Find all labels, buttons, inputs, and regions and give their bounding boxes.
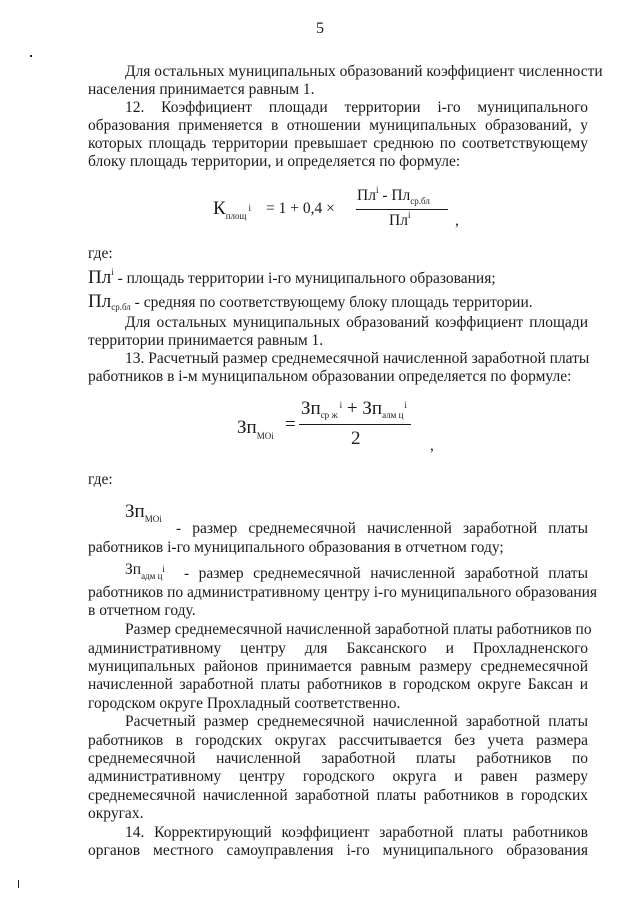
para6-line1: Расчетный размер среднемесячной начисленной заработной платы — [125, 713, 588, 730]
where2-def2-sub: адм ц — [141, 571, 163, 581]
where2-def1-sym: Зп — [125, 501, 145, 522]
para7-line2: органов местного самоуправления i-го муниципального образования — [88, 842, 588, 859]
para5-line4: начисленной заработной платы работников в городском округе Баксан и — [88, 676, 588, 693]
f2-den: 2 — [351, 428, 361, 449]
f1-fraction-bar — [356, 209, 448, 210]
f2-lhs: Зп — [237, 417, 257, 438]
where1-def2-sub: ср.бл — [111, 302, 131, 312]
para5-line3: муниципальных районов принимается равным размеру среднемесячной — [88, 658, 588, 675]
para2-line2: образования применяется в отношении муниципальных образований, у — [88, 117, 588, 134]
f2-plus: + Зп — [342, 398, 383, 419]
para1-line1: Для остальных муниципальных образований коэффициент численности — [125, 63, 603, 80]
where1-def1-text: - площадь территории i-го муниципального образования; — [113, 270, 496, 287]
para3-line1: Для остальных муниципальных образований коэффициент площади — [125, 314, 588, 331]
f2-num-a: Зп — [301, 398, 321, 419]
f2-lhs-sub: МОi — [256, 431, 274, 441]
para2-line4: блоку площадь территории, и определяется по формуле: — [88, 153, 461, 170]
f1-lhs-sup: i — [248, 203, 251, 213]
where1-def1-sym: Пл — [88, 267, 112, 288]
where2-def2-line3: в отчетном году. — [88, 602, 196, 619]
scan-speck — [18, 880, 19, 888]
para6-line2: работников в городских округах рассчитывается без учета размера — [88, 732, 588, 749]
para1-line2: населения принимается равным 1. — [88, 81, 315, 98]
where1-def1-sup: i — [111, 267, 114, 277]
scan-speck — [30, 55, 32, 57]
where1-def2-sym: Пл — [88, 291, 112, 312]
f1-den: Пл — [389, 212, 408, 229]
where1-def2-text: - средняя по соответствующему блоку площадь территории. — [130, 294, 533, 311]
f2-num-a-sup: i — [339, 400, 343, 410]
para7-line1: 14. Корректирующий коэффициент заработной платы работников — [125, 824, 588, 841]
page-number: 5 — [316, 20, 324, 37]
f1-num-a-sup: i — [375, 185, 379, 195]
f1-num-a: Пл — [357, 187, 376, 204]
f1-eq-rhs: = 1 + 0,4 × — [266, 200, 335, 217]
f2-num-b-sub: алм ц — [382, 410, 404, 420]
para5-line2: административному центру для Баксанского и Прохладненского — [88, 640, 588, 657]
para6-line6: округах. — [88, 805, 144, 822]
where2-def2-sym: Зп — [125, 561, 142, 578]
f1-trail: , — [455, 212, 459, 229]
where2-label: где: — [88, 471, 113, 488]
where2-def1-line2: работников i-го муниципального образования в отчетном году; — [88, 539, 504, 556]
where2-def1-sub: МОi — [144, 514, 162, 524]
f2-fraction-bar — [299, 424, 411, 425]
para2-line3: которых площадь территории превышает среднюю по соответствующему — [88, 135, 588, 152]
f2-trail: , — [430, 437, 434, 454]
para6-line3: среднемесячной начисленной заработной платы работников по — [88, 750, 588, 767]
para5-line1: Размер среднемесячной начисленной заработной платы работников по — [125, 621, 592, 638]
where1-label: где: — [88, 245, 113, 262]
f1-lhs: К — [213, 198, 226, 219]
f1-num-minus: - Пл — [378, 187, 411, 204]
para3-line2: территории принимается равным 1. — [88, 332, 324, 349]
f2-num-b-sup: i — [404, 400, 407, 410]
para4-line2: работников в i-м муниципальном образовании определяется по формуле: — [88, 368, 572, 385]
f2-eq: = — [285, 414, 296, 435]
f2-num-a-sub: ср ж — [320, 410, 338, 420]
para5-line5: городском округе Прохладный соответственно. — [88, 695, 401, 712]
where2-def1-line1: - размер среднемесячной начисленной заработной платы — [176, 520, 588, 537]
para4-line1: 13. Расчетный размер среднемесячной начисленной заработной платы — [125, 350, 590, 367]
f1-den-sup: i — [407, 210, 411, 220]
f1-num-b-sub: ср.бл — [410, 196, 430, 206]
where2-def2-line2: работников по административному центру i-го муниципального образования — [88, 584, 598, 601]
f1-lhs-sub: площ — [225, 211, 247, 221]
where2-def2-sup: i — [162, 564, 165, 574]
where2-def2-line1: - размер среднемесячной начисленной заработной платы — [184, 565, 588, 582]
para2-line1: 12. Коэффициент площади территории i-го муниципального — [125, 99, 588, 116]
para6-line4: административному центру городского округа и равен размеру — [88, 768, 588, 785]
para6-line5: среднемесячной начисленной заработной платы работников в городских — [88, 787, 588, 804]
